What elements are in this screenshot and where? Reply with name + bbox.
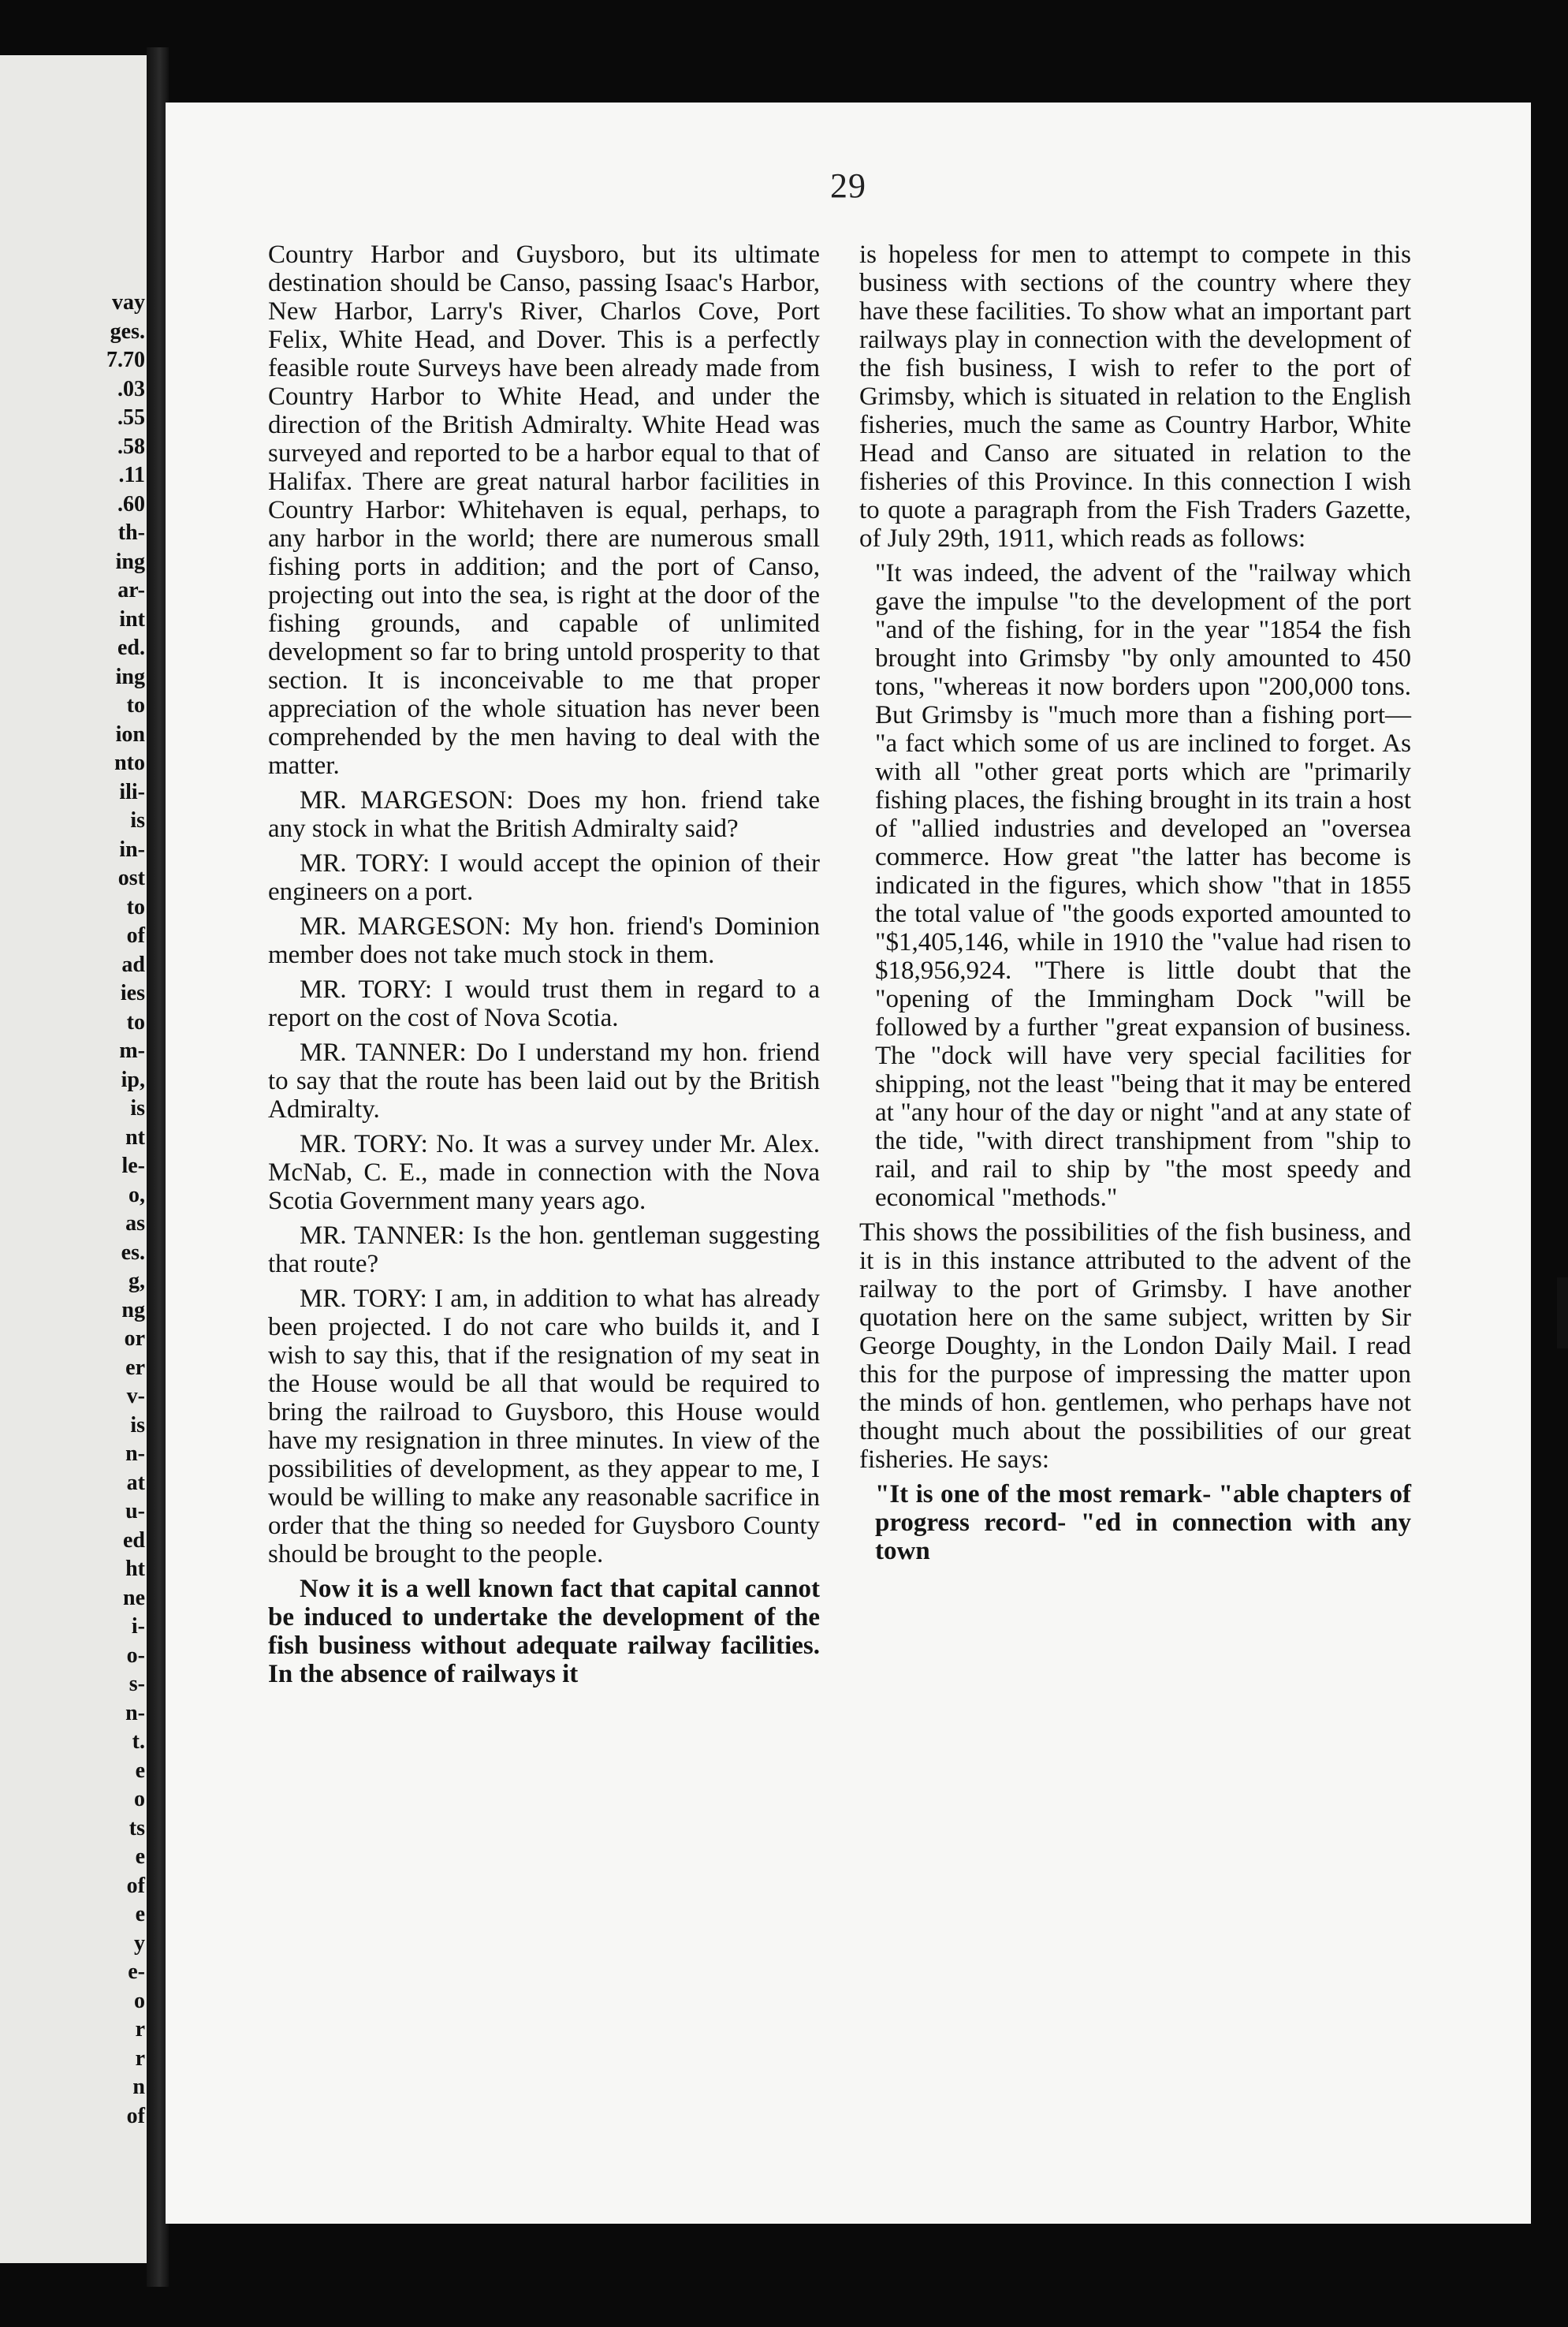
left-column: [268, 241, 820, 1695]
previous-page-fragment: e: [135, 1844, 145, 1869]
previous-page-fragment: to: [126, 894, 145, 919]
previous-page-fragment: in-: [119, 837, 145, 862]
previous-page-fragment: v-: [126, 1384, 145, 1408]
previous-page-fragment: .11: [118, 463, 145, 487]
right-column-paragraph: is hopeless for men to attempt to compete in this business with sections of the country where they have these facilities. To show what an important part railways play in connection with the development of the fish business, I wish to refer to the port of Grimsby, which is situated in relation to the English fisheries, much the same as Country Harbor, White Head and Canso are situated in relation to the fisheries of this Province. In this connection I wish to quote a paragraph from the Fish Traders Gazette, of July 29th, 1911, which reads as follows:: [859, 241, 1411, 553]
previous-page-fragment: ili-: [119, 779, 145, 804]
previous-page-fragment: ip,: [121, 1067, 145, 1092]
previous-page-fragment: n-: [125, 1441, 145, 1466]
left-column-paragraph: MR. TORY: No. It was a survey under Mr. Alex. McNab, C. E., made in connection with the Nova Scotia Government many years ago.: [268, 1130, 820, 1215]
page: [166, 103, 1531, 2224]
left-column-paragraph: MR. TORY: I am, in addition to what has already been projected. I do not care who builds it, and I wish to say this, that if the resignation of my seat in the House would be all that would be required to bring the railroad to Guysboro, this House would have my resignation in three minutes. In view of the possibilities of development, as they appear to me, I would be willing to make any reasonable sacrifice in order that the thing so needed for Guysboro County should be brought to the people.: [268, 1285, 820, 1568]
previous-page-fragment: t.: [132, 1729, 145, 1754]
previous-page-fragment: is: [130, 808, 145, 833]
previous-page-fragment: o-: [126, 1643, 145, 1668]
previous-page-fragment: is: [130, 1096, 145, 1121]
previous-page-fragment: es.: [121, 1240, 145, 1265]
scan-edge-mark: [1557, 1277, 1568, 1348]
left-column-paragraph: MR. TORY: I would trust them in regard to a report on the cost of Nova Scotia.: [268, 975, 820, 1032]
previous-page-fragment: or: [124, 1326, 145, 1351]
previous-page-fragment: nt: [125, 1124, 145, 1150]
page-number: 29: [830, 166, 866, 205]
previous-page-fragment: ht: [125, 1557, 145, 1581]
previous-page-fragment: ing: [115, 664, 145, 689]
left-column-paragraph: MR. TANNER: Do I understand my hon. friend to say that the route has been laid out by the British Admiralty.: [268, 1039, 820, 1124]
right-column: [859, 241, 1411, 1572]
previous-page-fragment: ad: [121, 952, 145, 977]
previous-page-fragment: ng: [121, 1297, 145, 1322]
left-column-paragraph: MR. TANNER: Is the hon. gentleman suggesting that route?: [268, 1221, 820, 1278]
previous-page-fragment: of: [126, 2103, 145, 2128]
previous-page-fragment: .60: [117, 491, 145, 516]
previous-page-fragment: e: [135, 1758, 145, 1783]
previous-page-fragment: ies: [120, 981, 145, 1005]
left-column-paragraph: Country Harbor and Guysboro, but its ultimate destination should be Canso, passing Isaac's Harbor, New Harbor, Larry's River, Charlos Cove, Port Felix, White Head, and Dover. This is a perfectly feasible route Surveys have been already made from Country Harbor to White Head, and under the direction of the British Admiralty. White Head was surveyed and reported to be a harbor equal to that of Halifax. There are great natural harbor facilities in Country Harbor: Whitehaven is equal, perhaps, to any harbor in the world; there are numerous small fishing ports in addition; and the port of Canso, projecting out into the sea, is right at the door of the fishing grounds, and capable of unlimited development so far to bring untold prosperity to that section. It is inconceivable to me that proper appreciation of the whole situation has never been comprehended by the men having to deal with the matter.: [268, 241, 820, 780]
previous-page-fragment: is: [130, 1412, 145, 1438]
previous-page-fragment: .58: [117, 434, 145, 459]
previous-page-fragment: le-: [121, 1154, 145, 1178]
right-column-paragraph: This shows the possibilities of the fish business, and it is in this instance attributed to the advent of the railway to the port of Grimsby. I have another quotation here on the same subject, written by Sir George Doughty, in the London Daily Mail. I read this for the purpose of impressing the matter upon the minds of hon. gentlemen, who perhaps have not thought much about the possibilities of our great fisheries. He says:: [859, 1218, 1411, 1474]
previous-page-fragment: .55: [117, 405, 145, 430]
previous-page-fragment: ed: [123, 1527, 145, 1553]
previous-page-fragment: nto: [114, 751, 145, 775]
previous-page-fragment: e: [135, 1902, 145, 1926]
left-column-paragraph: Now it is a well known fact that capital cannot be induced to undertake the development of the fish business without adequate railway facilities. In the absence of railways it: [268, 1575, 820, 1688]
previous-page-fragment: vay: [112, 290, 145, 315]
right-column-paragraph: "It is one of the most remark- "able chapters of progress record- "ed in connection with any town: [875, 1480, 1411, 1565]
previous-page-fragment: int: [119, 606, 145, 632]
left-column-paragraph: MR. MARGESON: My hon. friend's Dominion member does not take much stock in them.: [268, 912, 820, 969]
left-column-paragraph: MR. MARGESON: Does my hon. friend take any stock in what the British Admiralty said?: [268, 786, 820, 843]
previous-page-fragment: er: [125, 1355, 145, 1380]
previous-page-fragment: ed.: [117, 636, 145, 660]
previous-page-fragment: u-: [125, 1499, 145, 1523]
previous-page-fragment: n-: [125, 1700, 145, 1725]
previous-page-edge: [0, 55, 156, 2263]
previous-page-fragment: n: [132, 2075, 145, 2099]
previous-page-fragment: of: [126, 1873, 145, 1898]
previous-page-fragment: of: [126, 923, 145, 948]
previous-page-fragment: i-: [131, 1614, 145, 1639]
previous-page-fragment: ost: [117, 866, 145, 890]
right-column-paragraph: "It was indeed, the advent of the "railway which gave the impulse "to the development of the port "and of the fishing, for in the year "1854 the fish brought into Grimsby "by only amounted to 450 tons, "whereas it now borders upon "200,000 tons. But Grimsby is "much more than a fishing port— "a fact which some of us are inclined to forget. As with all "other great ports which are "primarily fishing places, the fishing brought in its train a host of "allied industries and developed an "oversea commerce. How great "the latter has become is indicated in the figures, which show "that in 1855 the total value of "the goods exported amounted to "$1,405,146, while in 1910 the "value had risen to $18,956,924. "There is little doubt that the "opening of the Immingham Dock "will be followed by a further "great expansion of business. The "dock will have very special facilities for shipping, not the least "being that it may be entered at "any hour of the day or night "and at any state of the tide, "with direct transhipment from "ship to rail, and rail to ship by "the most speedy and economical "methods.": [875, 559, 1411, 1212]
previous-page-fragment: y: [134, 1930, 145, 1956]
previous-page-fragment: g,: [128, 1269, 145, 1293]
previous-page-fragment: o: [134, 1787, 145, 1811]
previous-page-fragment: ne: [123, 1585, 145, 1610]
previous-page-fragment: ion: [115, 722, 145, 747]
previous-page-fragment: to: [126, 693, 145, 718]
previous-page-fragment: r: [135, 2045, 145, 2071]
previous-page-fragment: ar-: [117, 578, 145, 602]
previous-page-fragment: ing: [115, 549, 145, 574]
previous-page-fragment: .03: [117, 376, 145, 401]
previous-page-fragment: m-: [119, 1039, 145, 1063]
previous-page-fragment: 7.70: [106, 348, 145, 372]
previous-page-fragment: th-: [117, 520, 145, 545]
previous-page-fragment: o,: [128, 1182, 145, 1207]
previous-page-fragment: ges.: [110, 319, 145, 344]
previous-page-fragment: to: [126, 1009, 145, 1035]
previous-page-fragment: at: [126, 1470, 145, 1495]
previous-page-fragment: as: [125, 1211, 145, 1236]
previous-page-fragment: o: [134, 1988, 145, 2013]
previous-page-fragment: r: [135, 2017, 145, 2042]
previous-page-fragment: ts: [128, 1815, 145, 1840]
previous-page-fragment: e-: [128, 1960, 145, 1984]
previous-page-fragment: s-: [128, 1672, 145, 1696]
left-column-paragraph: MR. TORY: I would accept the opinion of their engineers on a port.: [268, 849, 820, 906]
